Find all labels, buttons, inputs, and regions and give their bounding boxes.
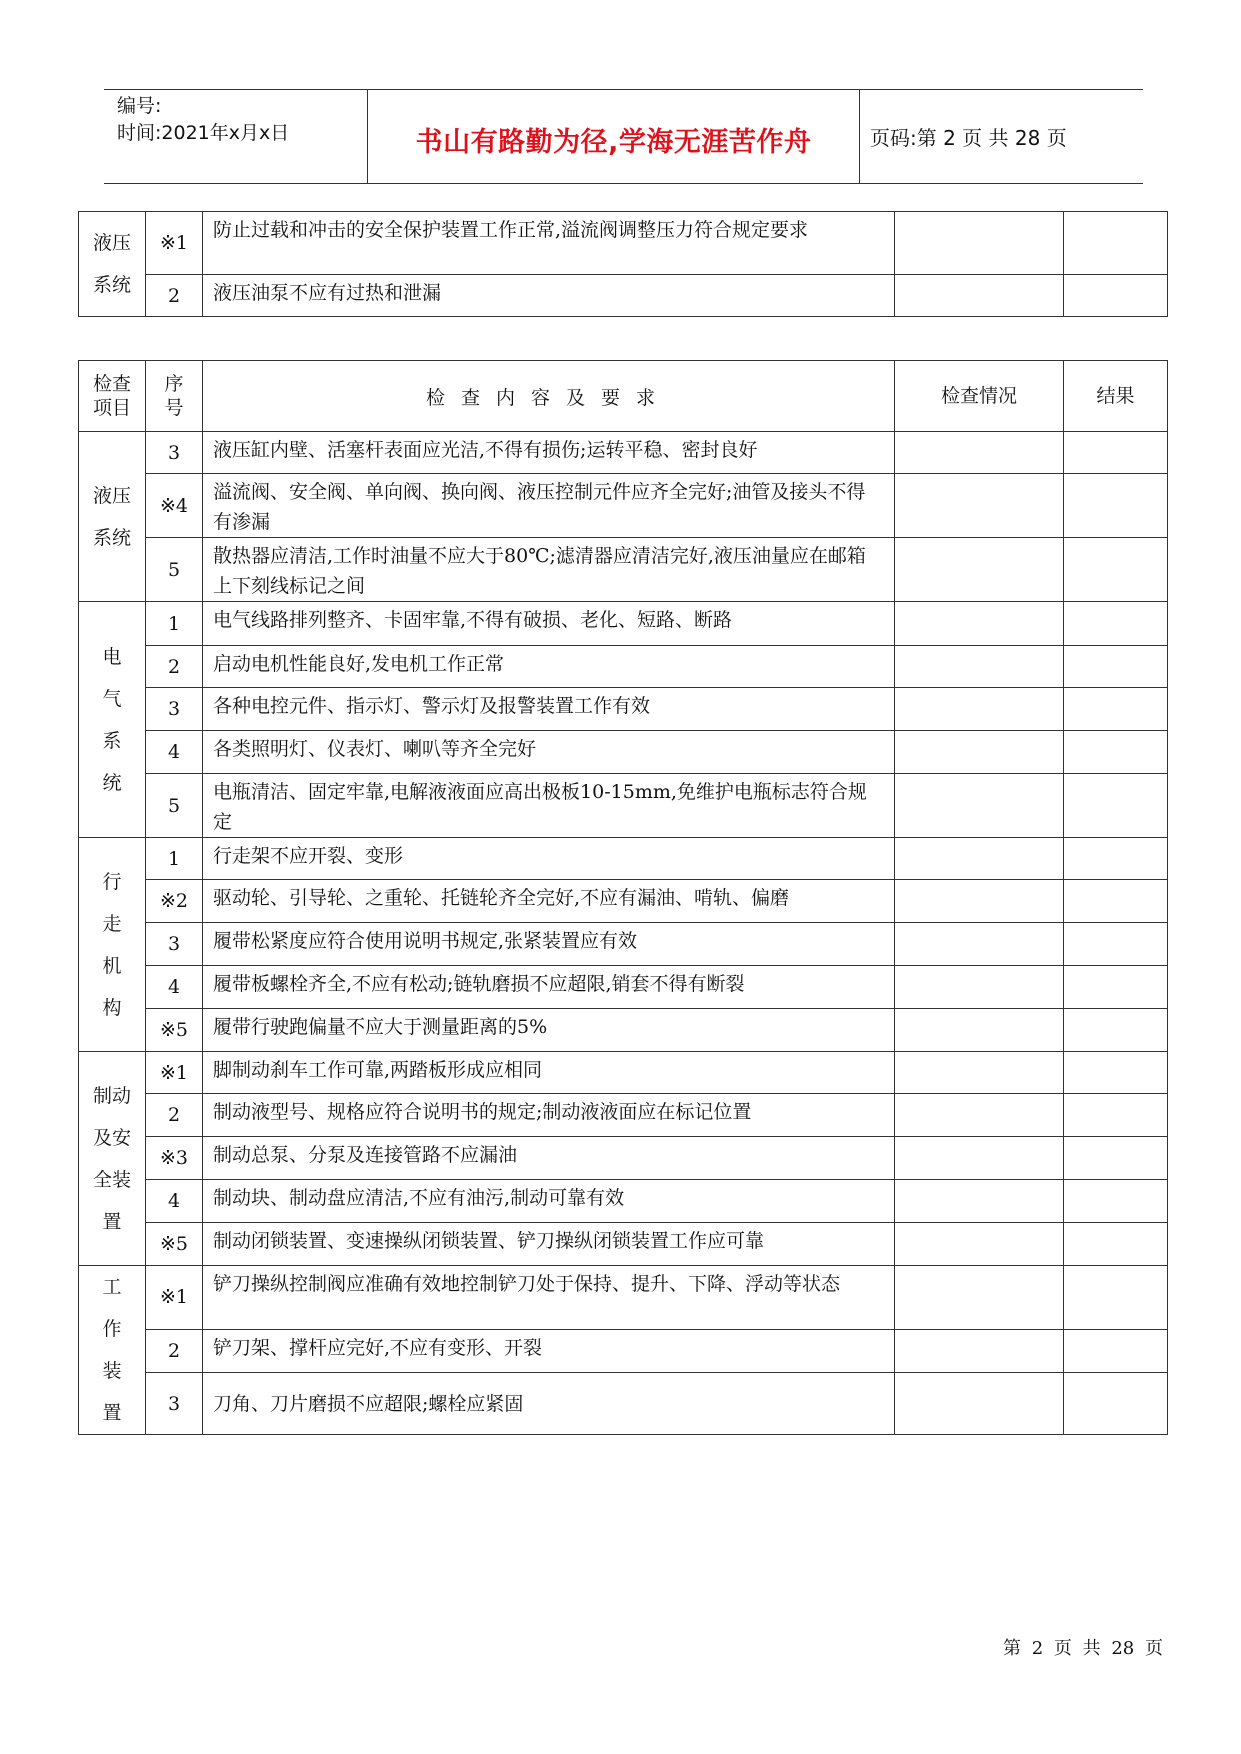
header-divider (859, 90, 860, 183)
item-content: 刀角、刀片磨损不应超限;螺栓应紧固 (203, 1373, 895, 1435)
item-content: 制动液型号、规格应符合说明书的规定;制动液液面应在标记位置 (203, 1094, 895, 1137)
result-cell[interactable] (1064, 1009, 1168, 1052)
item-content: 溢流阀、安全阀、单向阀、换向阀、液压控制元件应齐全完好;油管及接头不得有渗漏 (203, 474, 895, 538)
table-row (79, 838, 1168, 880)
item-number: 3 (146, 432, 203, 474)
result-cell[interactable] (1064, 774, 1168, 838)
table-row (79, 1223, 1168, 1266)
inspection-status-cell[interactable] (895, 688, 1064, 731)
table-row (79, 731, 1168, 774)
item-content: 液压油泵不应有过热和泄漏 (203, 275, 895, 317)
header-number-label: 序号 (164, 373, 184, 419)
table-row (79, 275, 1168, 317)
category-label: 液压系统 (92, 232, 131, 296)
item-content: 制动闭锁装置、变速操纵闭锁装置、铲刀操纵闭锁装置工作应可靠 (203, 1223, 895, 1266)
header-item-label: 检查项目 (92, 373, 131, 419)
item-content: 启动电机性能良好,发电机工作正常 (203, 646, 895, 688)
result-cell[interactable] (1064, 838, 1168, 880)
item-number: 4 (146, 1180, 203, 1223)
result-cell[interactable] (1064, 1052, 1168, 1094)
result-cell[interactable] (1064, 212, 1168, 275)
item-number: 2 (146, 1329, 203, 1373)
inspection-status-cell[interactable] (895, 1052, 1064, 1094)
header-page-label: 页码:第 2 页 共 28 页 (870, 126, 1067, 150)
header-status: 检查情况 (895, 361, 1064, 432)
result-cell[interactable] (1064, 966, 1168, 1009)
inspection-status-cell[interactable] (895, 602, 1064, 646)
category-cell (79, 212, 146, 317)
inspection-status-cell[interactable] (895, 966, 1064, 1009)
item-number: ※5 (146, 1009, 203, 1052)
table-row (79, 1266, 1168, 1330)
result-cell[interactable] (1064, 432, 1168, 474)
category-label: 电气系统 (102, 645, 122, 794)
header-result: 结果 (1064, 361, 1168, 432)
category-cell (79, 602, 146, 838)
header-meta (117, 93, 289, 147)
table-row (79, 1329, 1168, 1373)
table-row (79, 1137, 1168, 1180)
result-cell[interactable] (1064, 1373, 1168, 1435)
item-number: 3 (146, 1373, 203, 1435)
item-number: ※3 (146, 1137, 203, 1180)
category-label: 液压系统 (92, 484, 131, 549)
result-cell[interactable] (1064, 1329, 1168, 1373)
item-number: 1 (146, 602, 203, 646)
inspection-status-cell[interactable] (895, 474, 1064, 538)
item-content: 散热器应清洁,工作时油量不应大于80℃;滤清器应清洁完好,液压油量应在邮箱上下刻线标记之间 (203, 538, 895, 602)
item-content: 防止过载和冲击的安全保护装置工作正常,溢流阀调整压力符合规定要求 (203, 212, 895, 275)
table-row (79, 1094, 1168, 1137)
page-footer: 第 2 页 共 28 页 (1003, 1638, 1163, 1659)
result-cell[interactable] (1064, 923, 1168, 966)
item-number: 2 (146, 275, 203, 317)
item-content: 液压缸内壁、活塞杆表面应光洁,不得有损伤;运转平稳、密封良好 (203, 432, 895, 474)
inspection-table (78, 360, 1168, 1435)
document-number-label: 编号: (117, 95, 162, 117)
item-content: 铲刀操纵控制阀应准确有效地控制铲刀处于保持、提升、下降、浮动等状态 (203, 1266, 895, 1330)
item-number: 1 (146, 838, 203, 880)
item-content: 各类照明灯、仪表灯、喇叭等齐全完好 (203, 731, 895, 774)
inspection-status-cell[interactable] (895, 774, 1064, 838)
category-label: 制动及安全装置 (92, 1084, 131, 1233)
table-row (79, 1009, 1168, 1052)
category-cell (79, 1266, 146, 1435)
item-number: 5 (146, 774, 203, 838)
table-row (79, 966, 1168, 1009)
table-row (79, 646, 1168, 688)
inspection-status-cell[interactable] (895, 275, 1064, 317)
result-cell[interactable] (1064, 602, 1168, 646)
item-content: 脚制动刹车工作可靠,两踏板形成应相同 (203, 1052, 895, 1094)
table-row (79, 774, 1168, 838)
item-number: 2 (146, 1094, 203, 1137)
inspection-status-cell[interactable] (895, 838, 1064, 880)
header-item (79, 361, 146, 432)
result-cell[interactable] (1064, 1137, 1168, 1180)
table-row (79, 880, 1168, 923)
inspection-status-cell[interactable] (895, 1094, 1064, 1137)
item-number: ※4 (146, 474, 203, 538)
item-content: 行走架不应开裂、变形 (203, 838, 895, 880)
inspection-status-cell[interactable] (895, 1223, 1064, 1266)
inspection-status-cell[interactable] (895, 1180, 1064, 1223)
category-label: 行走机构 (102, 870, 122, 1019)
table-row (79, 923, 1168, 966)
result-cell[interactable] (1064, 688, 1168, 731)
result-cell[interactable] (1064, 538, 1168, 602)
result-cell[interactable] (1064, 731, 1168, 774)
table-row (79, 688, 1168, 731)
item-number: ※5 (146, 1223, 203, 1266)
result-cell[interactable] (1064, 1223, 1168, 1266)
inspection-status-cell[interactable] (895, 1329, 1064, 1373)
header-number (146, 361, 203, 432)
item-number: 3 (146, 923, 203, 966)
result-cell[interactable] (1064, 275, 1168, 317)
table-row (79, 212, 1168, 275)
item-number: 4 (146, 731, 203, 774)
item-number: 5 (146, 538, 203, 602)
item-number: ※1 (146, 1052, 203, 1094)
item-content: 铲刀架、撑杆应完好,不应有变形、开裂 (203, 1329, 895, 1373)
category-label: 工作装置 (102, 1276, 122, 1424)
result-cell[interactable] (1064, 1094, 1168, 1137)
item-number: 4 (146, 966, 203, 1009)
item-content: 制动总泵、分泵及连接管路不应漏油 (203, 1137, 895, 1180)
table-row (79, 1180, 1168, 1223)
item-number: ※2 (146, 880, 203, 923)
item-number: ※1 (146, 212, 203, 275)
item-number: 2 (146, 646, 203, 688)
header-content: 检查内容及要求 (203, 361, 895, 432)
category-cell (79, 1052, 146, 1266)
inspection-status-cell[interactable] (895, 923, 1064, 966)
page-header (104, 89, 1143, 184)
table-header-row (79, 361, 1168, 432)
inspection-status-cell[interactable] (895, 1266, 1064, 1330)
item-content: 各种电控元件、指示灯、警示灯及报警装置工作有效 (203, 688, 895, 731)
item-content: 履带行驶跑偏量不应大于测量距离的5% (203, 1009, 895, 1052)
inspection-status-cell[interactable] (895, 538, 1064, 602)
table-row (79, 538, 1168, 602)
item-content: 电瓶清洁、固定牢靠,电解液液面应高出极板10-15mm,免维护电瓶标志符合规定 (203, 774, 895, 838)
category-cell (79, 432, 146, 602)
item-number: ※1 (146, 1266, 203, 1330)
item-content: 履带松紧度应符合使用说明书规定,张紧装置应有效 (203, 923, 895, 966)
table-row (79, 432, 1168, 474)
table-row (79, 1052, 1168, 1094)
inspection-table-continued (78, 211, 1168, 317)
item-content: 履带板螺栓齐全,不应有松动;链轨磨损不应超限,销套不得有断裂 (203, 966, 895, 1009)
item-content: 电气线路排列整齐、卡固牢靠,不得有破损、老化、短路、断路 (203, 602, 895, 646)
item-content: 驱动轮、引导轮、之重轮、托链轮齐全完好,不应有漏油、啃轨、偏磨 (203, 880, 895, 923)
inspection-status-cell[interactable] (895, 731, 1064, 774)
inspection-status-cell[interactable] (895, 880, 1064, 923)
header-motto: 书山有路勤为径,学海无涯苦作舟 (415, 127, 812, 158)
result-cell[interactable] (1064, 880, 1168, 923)
inspection-status-cell[interactable] (895, 646, 1064, 688)
item-number: 3 (146, 688, 203, 731)
table-row (79, 474, 1168, 538)
table-row (79, 1373, 1168, 1435)
result-cell[interactable] (1064, 474, 1168, 538)
inspection-status-cell[interactable] (895, 212, 1064, 275)
table-row (79, 602, 1168, 646)
result-cell[interactable] (1064, 1180, 1168, 1223)
inspection-status-cell[interactable] (895, 432, 1064, 474)
inspection-status-cell[interactable] (895, 1009, 1064, 1052)
inspection-status-cell[interactable] (895, 1373, 1064, 1435)
result-cell[interactable] (1064, 1266, 1168, 1330)
inspection-status-cell[interactable] (895, 1137, 1064, 1180)
result-cell[interactable] (1064, 646, 1168, 688)
category-cell (79, 838, 146, 1052)
item-content: 制动块、制动盘应清洁,不应有油污,制动可靠有效 (203, 1180, 895, 1223)
document-time-label: 时间:2021年x月x日 (117, 122, 290, 144)
